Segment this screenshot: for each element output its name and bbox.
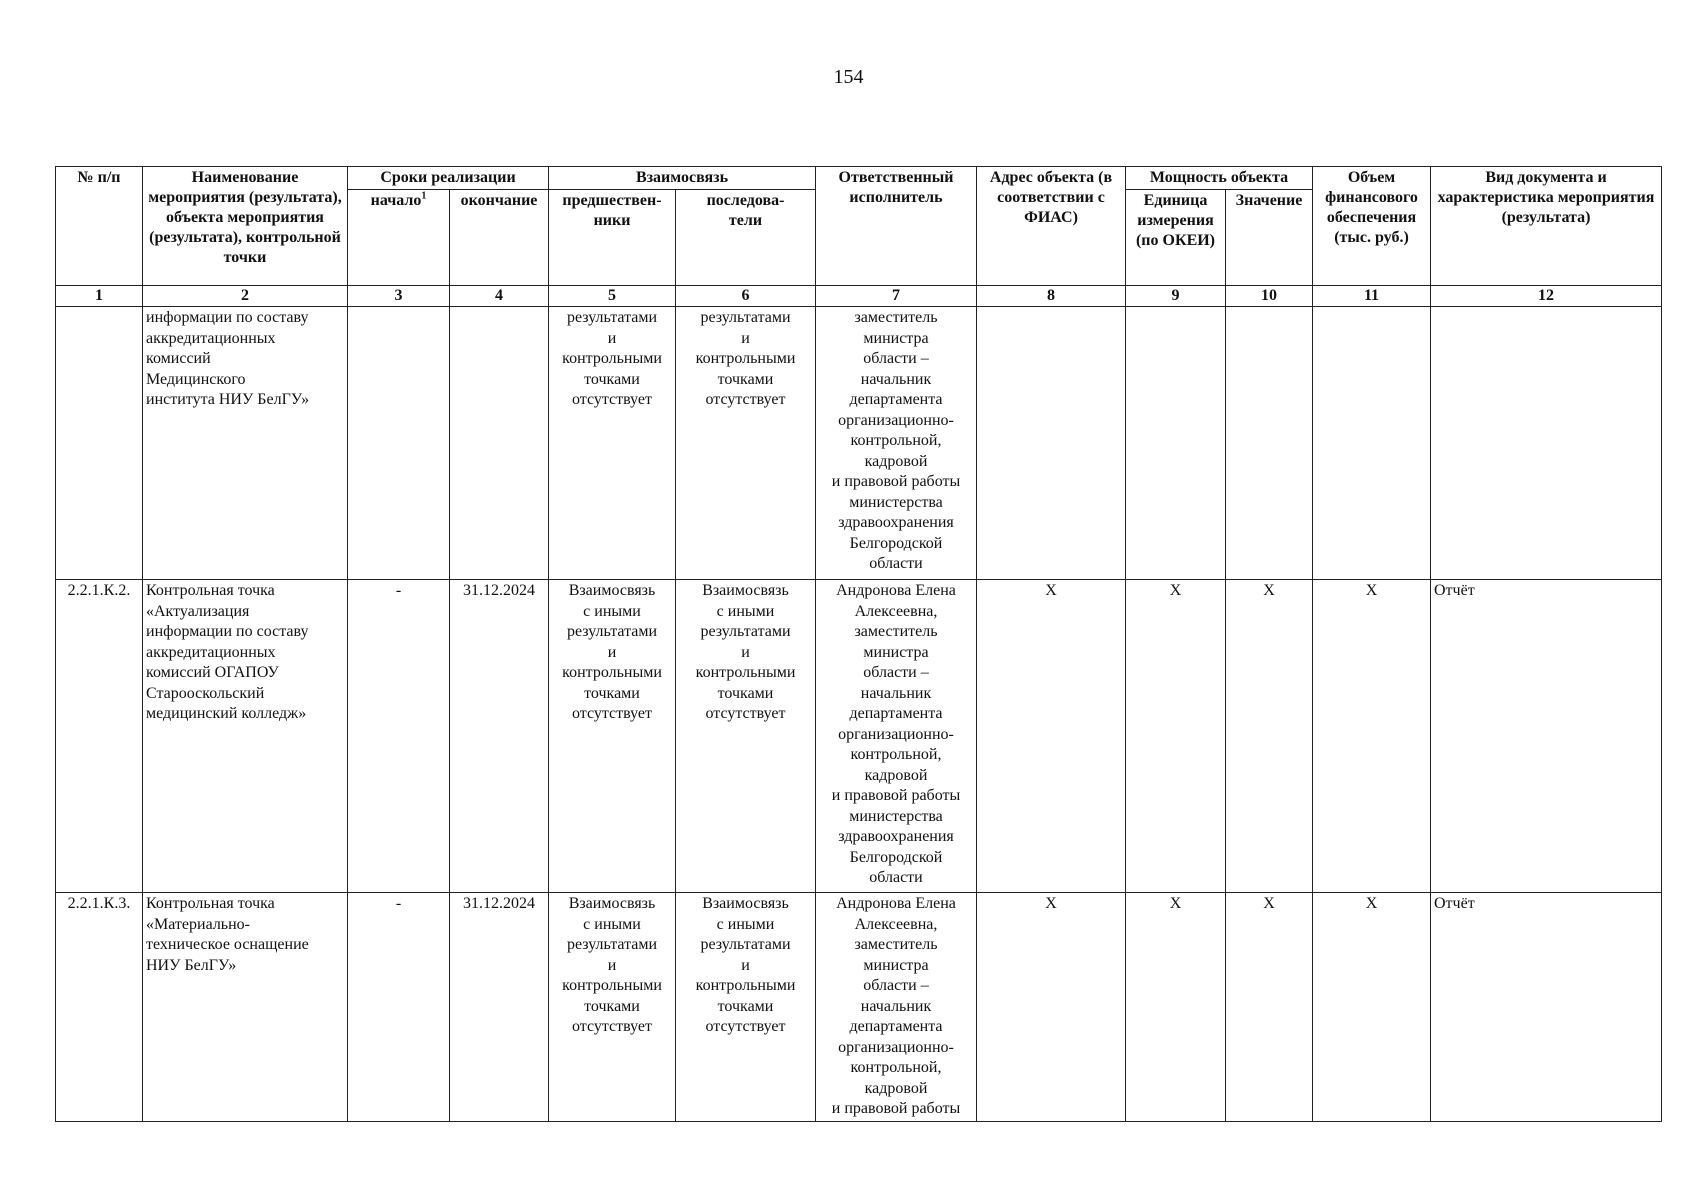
row-number: 2.2.1.К.3. [56,893,143,1122]
row-name: информации по составу аккредитационных комиссий Медицинского института НИУ БелГУ» [143,307,348,580]
row-predecessors: Взаимосвязь с иными результатами и контрольными точками отсутствует [549,893,676,1122]
header-unit: Единица измерения (по ОКЕИ) [1126,190,1226,286]
table-row [56,893,1662,1122]
row-volume: X [1313,893,1431,1122]
row-predecessors: Взаимосвязь с иными результатами и контрольными точками отсутствует [549,580,676,893]
row-end: 31.12.2024 [450,580,549,893]
column-number: 4 [450,286,549,307]
column-number: 6 [676,286,816,307]
row-start [348,307,450,580]
row-value [1226,307,1313,580]
column-number: 8 [977,286,1126,307]
column-number: 7 [816,286,977,307]
header-address: Адрес объекта (в соответствии с ФИАС) [977,167,1126,286]
header-number: № п/п [56,167,143,286]
row-successors: Взаимосвязь с иными результатами и контрольными точками отсутствует [676,580,816,893]
column-number: 2 [143,286,348,307]
row-number: 2.2.1.К.2. [56,580,143,893]
row-end [450,307,549,580]
row-address: X [977,580,1126,893]
column-number: 3 [348,286,450,307]
column-number: 9 [1126,286,1226,307]
header-link: Взаимосвязь [549,167,816,190]
header-value: Значение [1226,190,1313,286]
row-doc [1431,307,1662,580]
row-unit: X [1126,893,1226,1122]
row-doc: Отчёт [1431,893,1662,1122]
page-number: 154 [833,66,864,88]
column-number: 11 [1313,286,1431,307]
row-address: X [977,893,1126,1122]
row-doc: Отчёт [1431,580,1662,893]
column-number: 1 [56,286,143,307]
header-predecessors: предшествен- ники [549,190,676,286]
header-start-text: начало [370,192,422,209]
header-start-footnote: 1 [421,190,427,202]
row-responsible: Андронова Елена Алексеевна, заместитель министра области – начальник департамента организационно- контрольной, кадровой и правовой работы [816,893,977,1122]
row-value: X [1226,893,1313,1122]
row-start: - [348,580,450,893]
row-name: Контрольная точка «Материально- техническое оснащение НИУ БелГУ» [143,893,348,1122]
table-header-row [56,167,1662,190]
row-responsible: Андронова Елена Алексеевна, заместитель министра области – начальник департамента организационно- контрольной, кадровой и правовой работы министерства здравоохранения Белгородской области [816,580,977,893]
implementation-plan-table [55,166,1662,1122]
header-doc: Вид документа и характеристика мероприятия (результата) [1431,167,1662,286]
column-number: 12 [1431,286,1662,307]
header-power: Мощность объекта [1126,167,1313,190]
row-start: - [348,893,450,1122]
row-unit [1126,307,1226,580]
header-successors: последова- тели [676,190,816,286]
column-number: 10 [1226,286,1313,307]
row-name: Контрольная точка «Актуализация информации по составу аккредитационных комиссий ОГАПОУ Старооскольский медицинский колледж» [143,580,348,893]
row-unit: X [1126,580,1226,893]
row-responsible: заместитель министра области – начальник департамента организационно- контрольной, кадровой и правовой работы министерства здравоохранения Белгородской области [816,307,977,580]
row-predecessors: результатами и контрольными точками отсутствует [549,307,676,580]
table-row [56,307,1662,580]
header-start [348,190,450,286]
header-terms: Сроки реализации [348,167,549,190]
table-row [56,580,1662,893]
header-volume: Объем финансового обеспечения (тыс. руб.) [1313,167,1431,286]
header-name: Наименование мероприятия (результата), объекта мероприятия (результата), контрольной точки [143,167,348,286]
row-successors: Взаимосвязь с иными результатами и контрольными точками отсутствует [676,893,816,1122]
row-end: 31.12.2024 [450,893,549,1122]
header-end: окончание [450,190,549,286]
row-address [977,307,1126,580]
row-successors: результатами и контрольными точками отсутствует [676,307,816,580]
header-responsible: Ответственный исполнитель [816,167,977,286]
row-volume [1313,307,1431,580]
row-value: X [1226,580,1313,893]
row-number [56,307,143,580]
column-number: 5 [549,286,676,307]
row-volume: X [1313,580,1431,893]
column-number-row [56,286,1662,307]
